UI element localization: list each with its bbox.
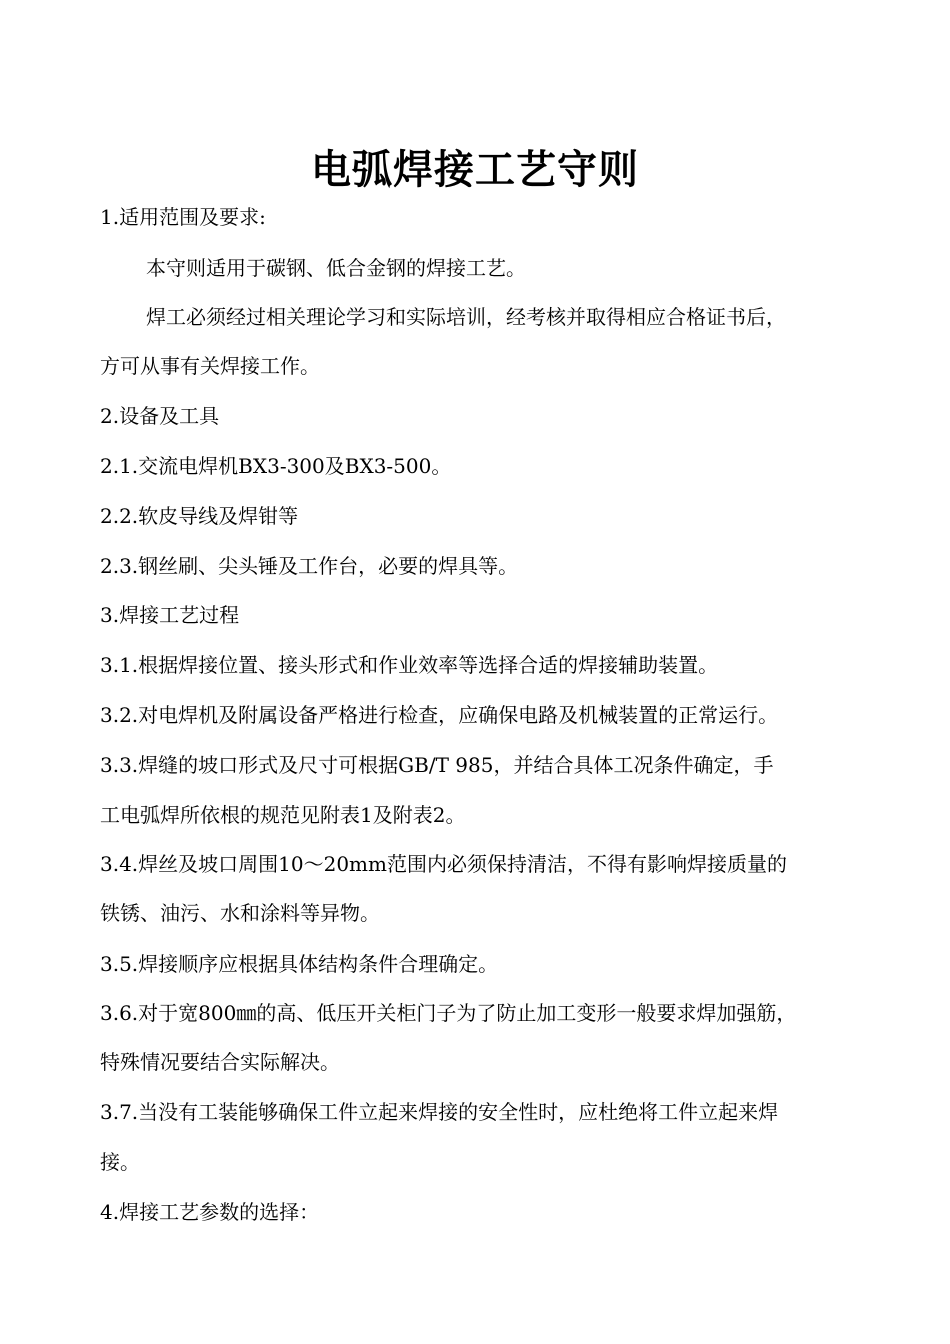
list-item-2-2: 2.2.软皮导线及焊钳等 [100, 504, 299, 528]
list-item-3-6-cont: 特殊情况要结合实际解决。 [100, 1050, 340, 1074]
paragraph-scope-applicability: 本守则适用于碳钢、低合金钢的焊接工艺。 [146, 256, 526, 280]
list-item-3-5: 3.5.焊接顺序应根据具体结构条件合理确定。 [100, 952, 499, 976]
list-item-3-4-cont: 铁锈、油污、水和涂料等异物。 [100, 901, 380, 925]
list-item-3-4: 3.4.焊丝及坡口周围10～20mm范围内必须保持清洁，不得有影响焊接质量的 [100, 852, 787, 876]
section-heading-parameters: 4.焊接工艺参数的选择： [100, 1200, 320, 1224]
paragraph-welder-qualification-cont: 方可从事有关焊接工作。 [100, 354, 320, 378]
list-item-3-2: 3.2.对电焊机及附属设备严格进行检查，应确保电路及机械装置的正常运行。 [100, 703, 779, 727]
paragraph-welder-qualification: 焊工必须经过相关理论学习和实际培训，经考核并取得相应合格证书后， [146, 305, 786, 329]
page-title: 电弧焊接工艺守则 [311, 147, 639, 193]
section-heading-equipment: 2.设备及工具 [100, 404, 220, 428]
list-item-2-3: 2.3.钢丝刷、尖头锤及工作台，必要的焊具等。 [100, 554, 519, 578]
list-item-3-3: 3.3.焊缝的坡口形式及尺寸可根据GB/T 985，并结合具体工况条件确定，手 [100, 753, 774, 777]
list-item-3-7: 3.7.当没有工装能够确保工件立起来焊接的安全性时，应杜绝将工件立起来焊 [100, 1100, 779, 1124]
section-heading-scope: 1.适用范围及要求: [100, 205, 266, 229]
list-item-3-6: 3.6.对于宽800㎜的高、低压开关柜门子为了防止加工变形一般要求焊加强筋， [100, 1001, 797, 1025]
section-heading-process: 3.焊接工艺过程 [100, 603, 240, 627]
list-item-3-7-cont: 接。 [100, 1150, 140, 1174]
list-item-2-1: 2.1.交流电焊机BX3-300及BX3-500。 [100, 454, 452, 478]
list-item-3-3-cont: 工电弧焊所依根的规范见附表1及附表2。 [100, 803, 466, 827]
list-item-3-1: 3.1.根据焊接位置、接头形式和作业效率等选择合适的焊接辅助装置。 [100, 653, 719, 677]
